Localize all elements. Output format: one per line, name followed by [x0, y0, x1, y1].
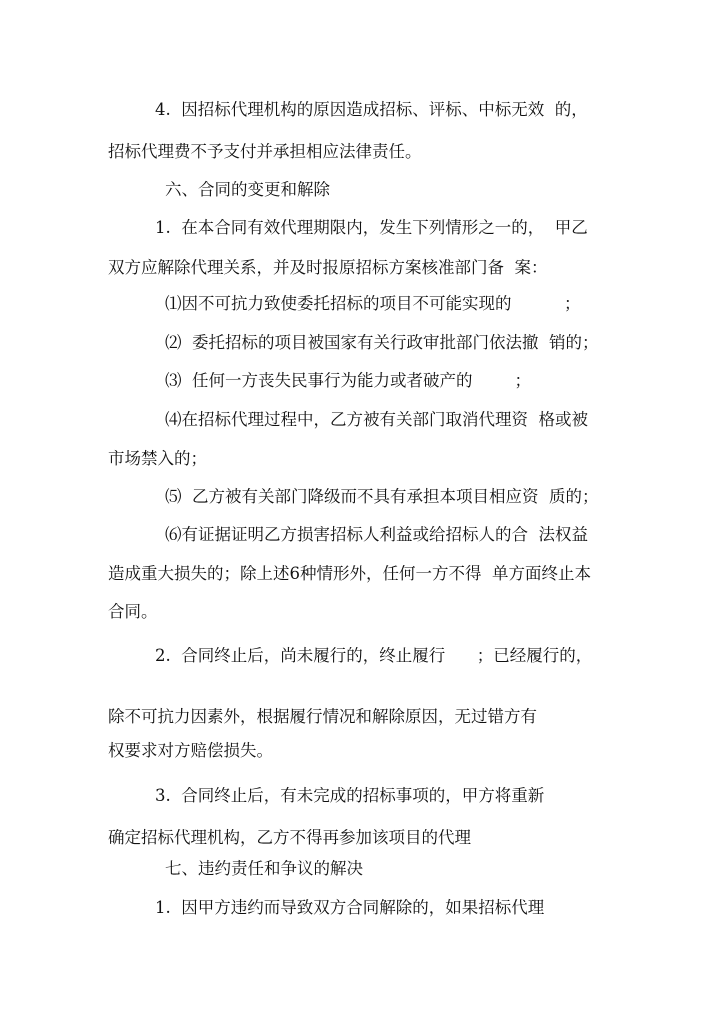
- list-item: ⑴因不可抗力致使委托招标的项目不可能实现的 ；: [165, 294, 581, 313]
- paragraph-line: 合同。: [108, 602, 158, 621]
- paragraph-line: 权要求对方赔偿损失。: [108, 741, 273, 760]
- paragraph-line: 确定招标代理机构，乙方不得再参加该项目的代理: [108, 828, 471, 847]
- paragraph-line: 除不可抗力因素外，根据履行情况和解除原因，无过错方有: [108, 707, 537, 726]
- paragraph-line: 市场禁入的；: [108, 449, 207, 468]
- paragraph-line: 双方应解除代理关系，并及时报原招标方案核准部门备 案：: [108, 258, 548, 277]
- paragraph-line: 1. 因甲方违约而导致双方合同解除的，如果招标代理: [155, 898, 545, 917]
- section-heading: 六、合同的变更和解除: [165, 180, 330, 199]
- list-item: ⑷在招标代理过程中，乙方被有关部门取消代理资 格或被: [165, 410, 588, 429]
- section-heading: 七、违约责任和争议的解决: [165, 859, 363, 878]
- paragraph-line: 2. 合同终止后，尚未履行的，终止履行 ；已经履行的，: [155, 646, 593, 665]
- paragraph-line: 3. 合同终止后，有未完成的招标事项的，甲方将重新: [155, 786, 545, 805]
- list-item: ⑸ 乙方被有关部门降级而不具有承担本项目相应资 质的；: [165, 487, 599, 506]
- paragraph-line: 4. 因招标代理机构的原因造成招标、评标、中标无效 的，: [155, 100, 588, 119]
- paragraph-line: 1. 在本合同有效代理期限内，发生下列情形之一的， 甲乙: [155, 218, 588, 237]
- list-item: ⑹有证据证明乙方损害招标人利益或给招标人的合 法权益: [165, 525, 588, 544]
- paragraph-line: 造成重大损失的；除上述6种情形外，任何一方不得 单方面终止本: [108, 564, 591, 583]
- list-item: ⑵ 委托招标的项目被国家有关行政审批部门依法撤 销的；: [165, 333, 599, 352]
- list-item: ⑶ 任何一方丧失民事行为能力或者破产的 ；: [165, 371, 531, 390]
- paragraph-line: 招标代理费不予支付并承担相应法律责任。: [108, 142, 422, 161]
